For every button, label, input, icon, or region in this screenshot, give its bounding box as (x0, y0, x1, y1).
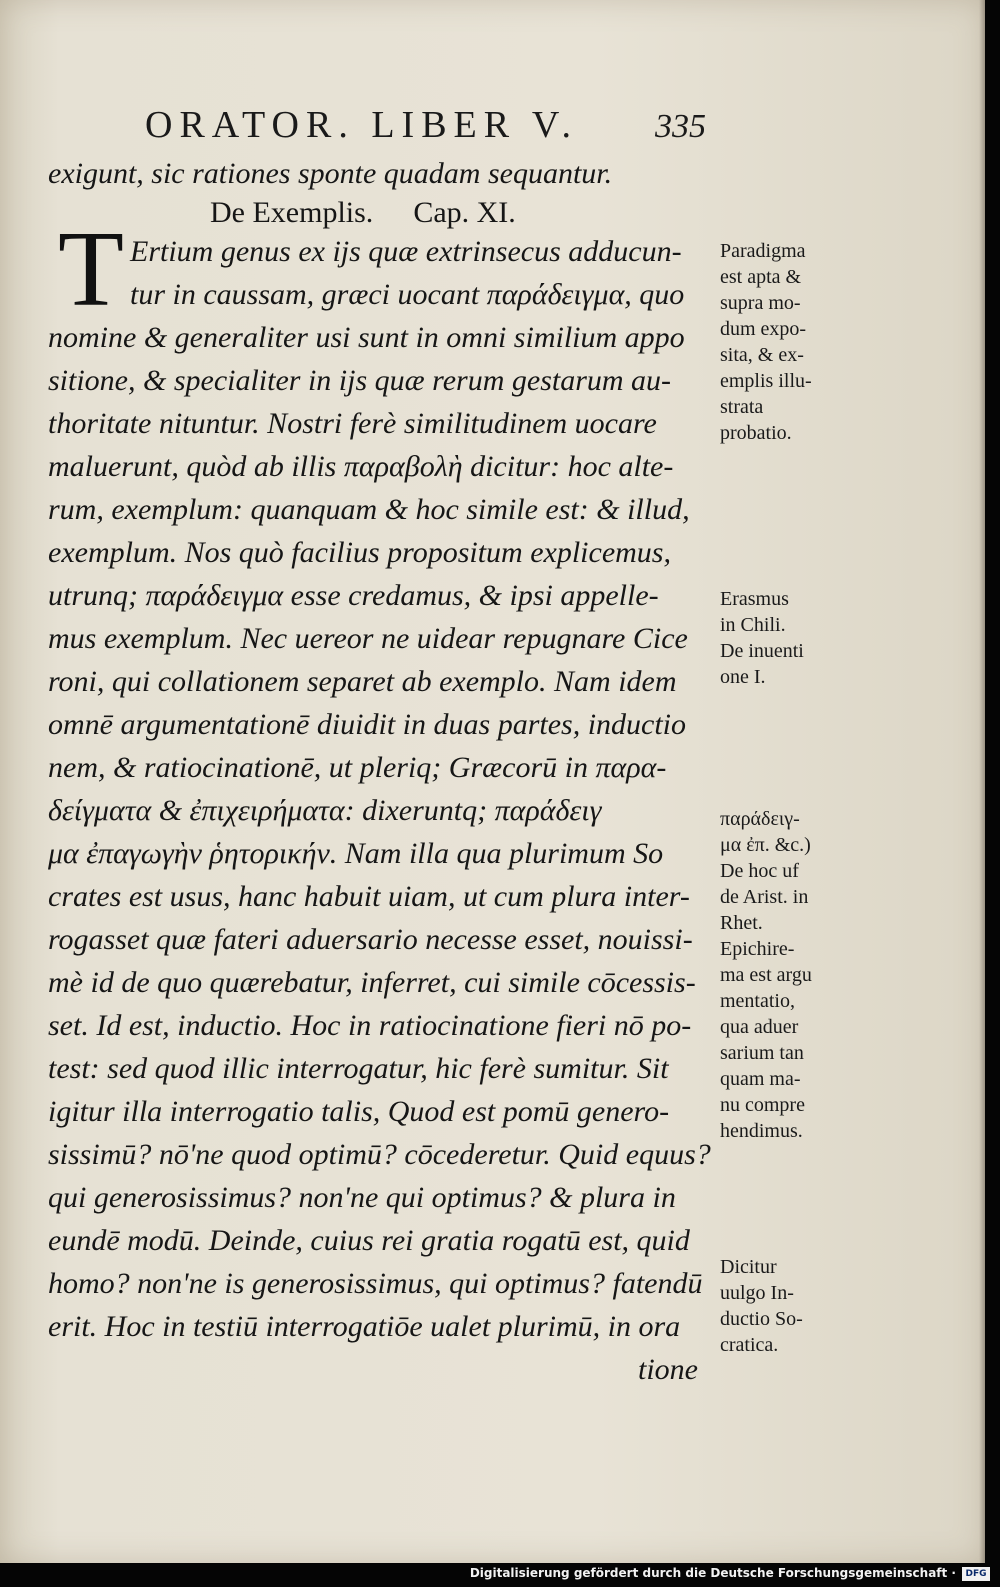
text-line: Ertium genus ex ijs quæ extrinsecus adducun- (130, 235, 682, 268)
marginal-line: μα ἐπ. &c.) (720, 834, 811, 856)
marginal-note (720, 238, 870, 446)
marginal-line: in Chili. (720, 614, 786, 636)
chapter-heading (210, 196, 516, 230)
marginal-line: sarium tan (720, 1042, 804, 1064)
text-line: crates est usus, hanc habuit uiam, ut cum plura inter- (48, 880, 690, 913)
text-line: igitur illa interrogatio talis, Quod est pomū genero- (48, 1095, 670, 1128)
marginal-line: emplis illu- (720, 370, 812, 392)
text-line: tur in caussam, græci uocant παράδειγμα, quo (130, 278, 685, 311)
marginal-line: quam ma- (720, 1068, 801, 1090)
marginal-line: qua aduer (720, 1016, 799, 1038)
marginal-line: ductio So- (720, 1308, 803, 1330)
text-line: roni, qui collationem separet ab exemplo. Nam idem (48, 665, 677, 698)
marginal-line: Erasmus (720, 588, 789, 610)
text-line: exemplum. Nos quò facilius propositum explicemus, (48, 536, 671, 569)
chapter-title: De Exemplis. (210, 196, 374, 229)
text-line: δείγματα & ἐπιχειρήματα: dixeruntq; παράδειγ (48, 794, 602, 827)
digitization-footer (0, 1563, 1000, 1587)
page-number: 335 (655, 108, 706, 145)
text-line: rogasset quæ fateri aduersario necesse esset, nouissi- (48, 923, 693, 956)
marginal-line: uulgo In- (720, 1282, 794, 1304)
text-line: erit. Hoc in testiū interrogatiōe ualet plurimū, in ora (48, 1310, 681, 1343)
text-line: mè id de quo quærebatur, inferret, cui simile cōcessis- (48, 966, 696, 999)
marginal-line: De hoc uf (720, 860, 799, 882)
chapter-number: Cap. XI. (413, 196, 516, 229)
marginal-line: de Arist. in (720, 886, 809, 908)
marginal-note (720, 586, 870, 690)
dfg-logo: DFG (962, 1567, 990, 1581)
text-line: nomine & generaliter usi sunt in omni similium appo (48, 321, 685, 354)
text-line: qui generosissimus? non'ne qui optimus? & plura in (48, 1181, 676, 1214)
marginal-line: Rhet. (720, 912, 763, 934)
marginal-line: supra mo- (720, 292, 801, 314)
text-line: test: sed quod illic interrogatur, hic ferè sumitur. Sit (48, 1052, 669, 1085)
text-line: mus exemplum. Nec uereor ne uidear repugnare Cice (48, 622, 688, 655)
marginal-line: probatio. (720, 422, 792, 444)
marginal-line: Paradigma (720, 240, 806, 262)
text-line: exigunt, sic rationes sponte quadam sequantur. (48, 157, 613, 190)
marginal-line: Epichire- (720, 938, 795, 960)
intro-line (48, 152, 718, 195)
marginal-line: est apta & (720, 266, 802, 288)
text-line: nem, & ratiocinationē, ut pleriq; Græcorū in παρα- (48, 751, 667, 784)
marginal-line: mentatio, (720, 990, 795, 1012)
main-text-block (48, 230, 718, 1391)
marginal-line: cratica. (720, 1334, 779, 1356)
text-line: set. Id est, inductio. Hoc in ratiocinatione fieri nō po- (48, 1009, 692, 1042)
text-line: rum, exemplum: quanquam & hoc simile est: & illud, (48, 493, 690, 526)
marginal-line: strata (720, 396, 764, 418)
marginal-line: dum expo- (720, 318, 807, 340)
text-line: sitione, & specialiter in ijs quæ rerum gestarum au- (48, 364, 672, 397)
marginal-line: ma est argu (720, 964, 812, 986)
text-line: utrunq; παράδειγμα esse credamus, & ipsi appelle- (48, 579, 659, 612)
footer-credit: Digitalisierung gefördert durch die Deutsche Forschungsgemeinschaft · (469, 1566, 956, 1580)
text-line: thoritate nituntur. Nostri ferè similitudinem uocare (48, 407, 657, 440)
marginal-line: Dicitur (720, 1256, 777, 1278)
marginal-line: one I. (720, 666, 766, 688)
running-head: ORATOR. LIBER V. (145, 104, 578, 146)
text-line: homo? non'ne is generosissimus, qui optimus? fatendū (48, 1267, 703, 1300)
text-line: eundē modū. Deinde, cuius rei gratia rogatū est, quid (48, 1224, 690, 1257)
marginal-line: nu compre (720, 1094, 805, 1116)
marginal-line: De inuenti (720, 640, 804, 662)
marginal-note (720, 1254, 870, 1358)
marginal-line: sita, & ex- (720, 344, 804, 366)
marginal-note (720, 806, 870, 1144)
text-line: sissimū? nō'ne quod optimū? cōcederetur. Quid equus? (48, 1138, 711, 1171)
drop-cap: T (58, 210, 124, 329)
catchword: tione (638, 1353, 698, 1386)
text-line: maluerunt, quòd ab illis παραβολὴ dicitur: hoc alte- (48, 450, 674, 483)
text-line: omnē argumentationē diuidit in duas partes, inductio (48, 708, 687, 741)
text-line: μα ἐπαγωγὴν ῥητορικήν. Nam illa qua plurimum So (48, 837, 664, 870)
marginal-line: hendimus. (720, 1120, 803, 1142)
marginal-line: παράδειγ- (720, 808, 800, 830)
